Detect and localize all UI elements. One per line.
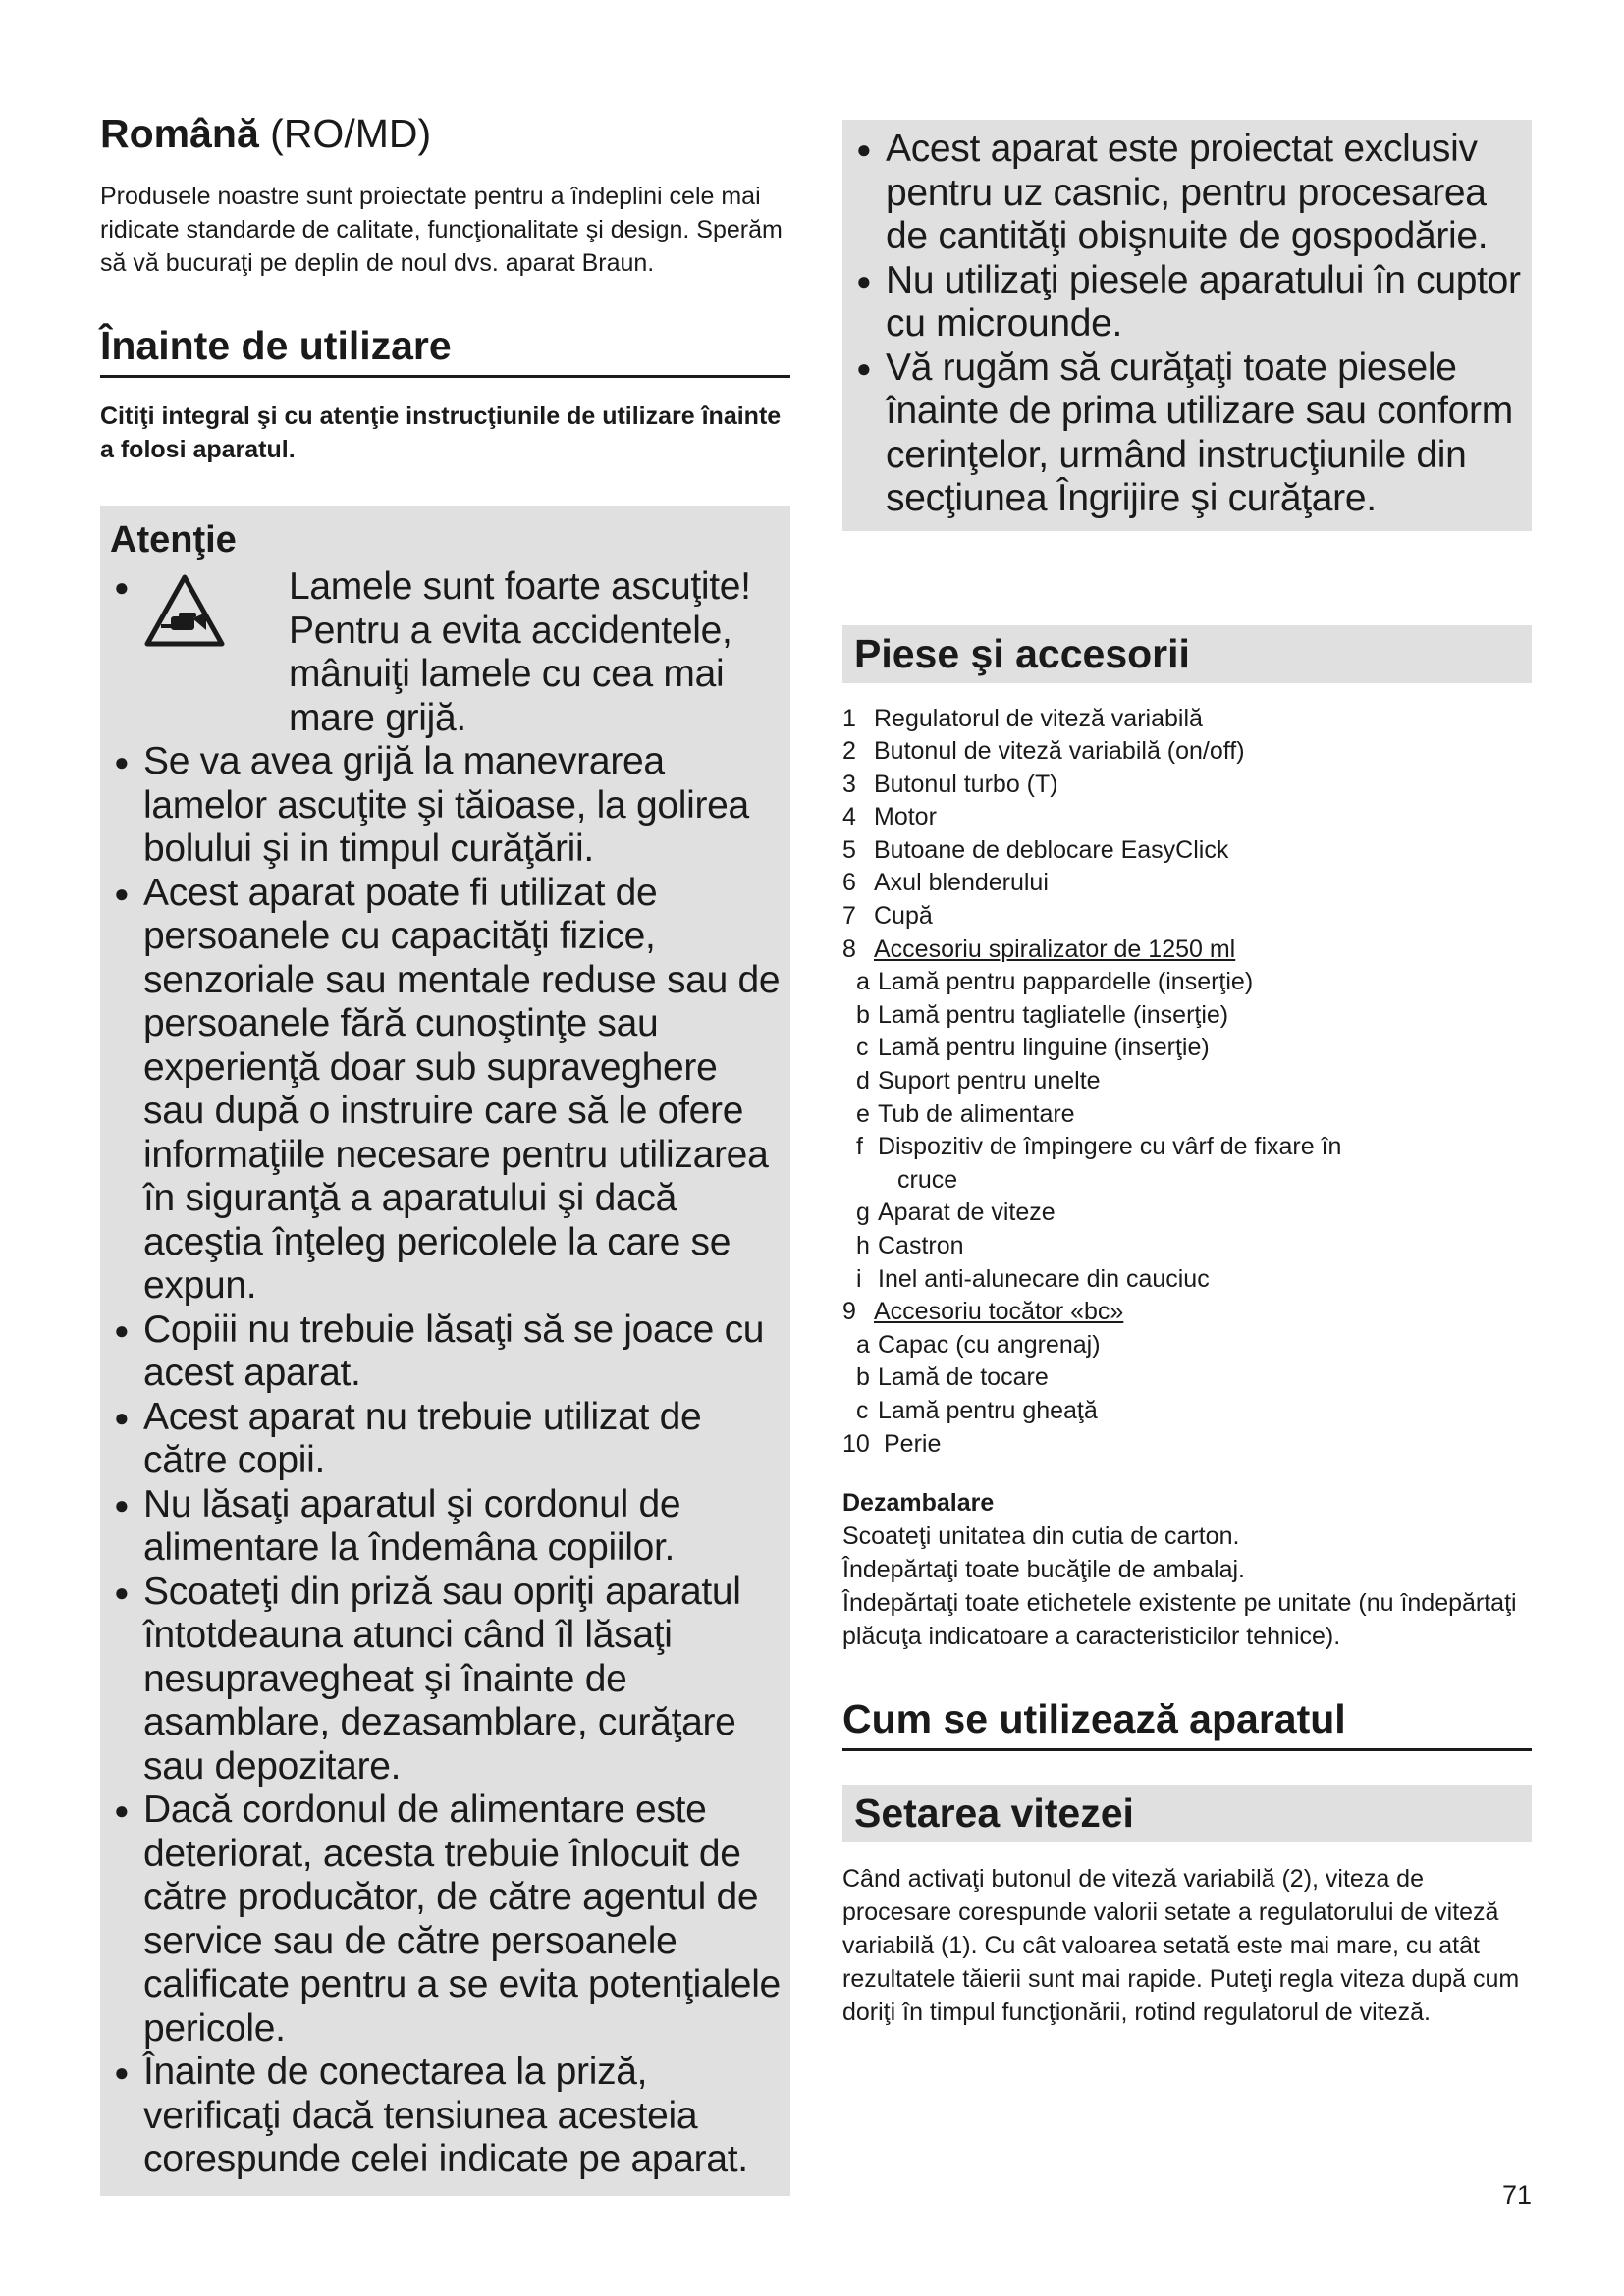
part-label: Butonul de viteză variabilă (on/off) (874, 737, 1245, 766)
part-subitem (842, 1032, 1532, 1065)
part-subitem (842, 1131, 1532, 1164)
parts-heading: Piese şi accesorii (842, 625, 1532, 683)
part-label: Lamă de tocare (878, 1363, 1049, 1392)
part-item (842, 703, 1532, 736)
part-number: 9 (842, 1298, 856, 1326)
part-item (842, 735, 1532, 769)
part-subitem-continued (842, 1164, 1532, 1198)
part-number: 4 (842, 803, 856, 831)
part-letter: c (856, 1034, 869, 1062)
unpacking-line: Scoateţi unitatea din cutia de carton. (842, 1522, 1240, 1551)
warning-item: ● Dacă cordonul de alimentare este deteriorat, acesta trebuie înlocuit de către producător, de către agentul de service sau de către persoanele calificate pentru a se evita potenţialele pericole. (108, 1789, 783, 2051)
warning-title: Atenţie (110, 519, 237, 561)
part-number: 3 (842, 770, 856, 798)
part-letter: h (856, 1232, 870, 1259)
part-label: Lamă pentru pappardelle (inserţie) (878, 968, 1254, 996)
part-subitem (842, 1098, 1532, 1132)
page-number: 71 (1501, 2180, 1532, 2210)
part-letter: a (856, 1330, 870, 1359)
part-label: Castron (878, 1232, 964, 1259)
warning-item: ● Nu lăsaţi aparatul şi cordonul de alimentare la îndemâna copiilor. (108, 1483, 783, 1571)
part-number: 10 (842, 1429, 870, 1458)
part-item (842, 801, 1532, 834)
part-letter: d (856, 1067, 870, 1095)
warning-item: ● Se va avea grijă la manevrarea lamelor ascuţite şi tăioase, la golirea bolului şi in timpul curăţării. (108, 740, 783, 872)
part-label: cruce (897, 1165, 958, 1194)
warning-box (100, 506, 790, 2196)
part-letter: a (856, 968, 870, 996)
part-label: Butonul turbo (T) (874, 770, 1058, 798)
warning-item: ● Scoateţi din priză sau opriţi aparatul întotdeauna atunci când îl lăsaţi nesupravegheat şi înainte de asamblare, dezasamblare, curăţare sau depozitare. (108, 1571, 783, 1789)
part-label: Inel anti-alunecare din cauciuc (878, 1264, 1210, 1293)
part-letter: f (856, 1133, 863, 1161)
left-column (100, 110, 790, 2196)
warning-item: ● Copiii nu trebuie lăsaţi să se joace cu acest aparat. (108, 1308, 783, 1396)
part-letter: b (856, 1000, 870, 1029)
warning-box-continued (842, 120, 1532, 531)
part-label: Lamă pentru gheaţă (878, 1396, 1098, 1424)
warning-item: ● Acest aparat poate fi utilizat de persoanele cu capacităţi fizice, senzoriale sau mentale reduse sau de persoanele fără cunoştinţe sau experienţă doar sub supraveghere sau după o instruire care să le ofere informaţiile necesare pentru utilizarea în siguranţă a aparatului şi dacă aceştia înţeleg pericolele la care se expun. (108, 872, 783, 1308)
part-letter: c (856, 1396, 869, 1424)
part-label: Butoane de deblocare EasyClick (874, 835, 1229, 864)
part-number: 2 (842, 737, 856, 766)
part-item (842, 867, 1532, 900)
bullet-icon: ● (114, 572, 130, 603)
part-subitem (842, 1395, 1532, 1428)
part-subitem (842, 1263, 1532, 1297)
part-label: Regulatorul de viteză variabilă (874, 704, 1203, 732)
part-label: Suport pentru unelte (878, 1067, 1101, 1095)
part-label: Accesoriu spiralizator de 1250 ml (874, 934, 1236, 963)
warning-item: ● Acest aparat nu trebuie utilizat de către copii. (108, 1396, 783, 1483)
part-item (842, 934, 1532, 967)
part-item (842, 900, 1532, 934)
hand-blade-warning-icon (143, 565, 289, 659)
before-use-note: Citiţi integral şi cu atenţie instrucţiunile de utilizare înainte a folosi aparatul. (100, 402, 782, 464)
part-subitem (842, 1230, 1532, 1263)
part-label: Cupă (874, 902, 933, 931)
part-subitem (842, 1065, 1532, 1098)
warning-item: ● Acest aparat este proiectat exclusiv pentru uz casnic, pentru procesarea de cantităţi obişnuite de gospodărie. (850, 128, 1524, 259)
right-column (842, 120, 1532, 2029)
language-code: (RO/MD) (270, 111, 432, 156)
warning-item: ● Înainte de conectarea la priză, verificaţi dacă tensiunea acesteia corespunde celei indicate pe aparat. (108, 2051, 783, 2182)
part-letter: i (856, 1264, 862, 1293)
unpacking-heading: Dezambalare (842, 1489, 995, 1518)
part-item (842, 1428, 1532, 1462)
warning-item (108, 565, 783, 740)
part-label: Accesoriu tocător «bc» (874, 1298, 1124, 1326)
part-letter: e (856, 1099, 870, 1128)
warning-item: ● Vă rugăm să curăţaţi toate piesele înainte de prima utilizare sau conform cerinţelor, urmând instrucţiunile din secţiunea Îngrijire şi curăţare. (850, 347, 1524, 521)
intro-text: Produsele noastre sunt proiectate pentru a îndeplini cele mai ridicate standarde de calitate, funcţionalitate şi design. Sperăm să vă bucuraţi pe deplin de noul dvs. aparat Braun. (100, 183, 783, 278)
warning-item: ● Nu utilizaţi piesele aparatului în cuptor cu microunde. (850, 259, 1524, 347)
warning-text: Lamele sunt foarte ascuţite! Pentru a evita accidentele, mânuiţi lamele cu cea mai mare grijă. (289, 565, 751, 739)
part-label: Tub de alimentare (878, 1099, 1075, 1128)
part-subitem (842, 1362, 1532, 1395)
before-use-heading: Înainte de utilizare (100, 323, 790, 378)
part-item (842, 769, 1532, 802)
part-label: Dispozitiv de împingere cu vârf de fixare în (878, 1133, 1342, 1161)
part-label: Lamă pentru tagliatelle (inserţie) (878, 1000, 1229, 1029)
part-number: 5 (842, 835, 856, 864)
part-number: 6 (842, 869, 856, 897)
part-subitem (842, 999, 1532, 1033)
unpacking-line: Îndepărtaţi toate bucăţile de ambalaj. (842, 1556, 1245, 1584)
part-label: Motor (874, 803, 937, 831)
language-title (100, 110, 790, 158)
part-item (842, 834, 1532, 868)
part-number: 1 (842, 704, 856, 732)
warning-list (108, 740, 783, 2182)
part-item (842, 1296, 1532, 1329)
speed-heading: Setarea vitezei (842, 1785, 1532, 1842)
unpacking-line: Îndepărtaţi toate etichetele existente pe unitate (nu îndepărtaţi plăcuţa indicatoare a caracteristicilor tehnice). (842, 1589, 1517, 1651)
part-letter: g (856, 1199, 870, 1227)
part-label: Aparat de viteze (878, 1199, 1056, 1227)
part-label: Perie (884, 1429, 942, 1458)
parts-list (842, 703, 1532, 1462)
speed-text: Când activaţi butonul de viteză variabilă (2), viteza de procesare corespunde valorii setate a regulatorului de viteză variabilă (1). Cu cât valoarea setată este mai mare, cu atât rezultatele tăierii sunt mai rapide. Puteţi regla viteza după cum doriţi în timpul funcţionării, rotind regulatorul de viteză. (842, 1865, 1520, 2027)
part-label: Capac (cu angrenaj) (878, 1330, 1101, 1359)
part-label: Axul blenderului (874, 869, 1049, 897)
part-letter: b (856, 1363, 870, 1392)
part-subitem (842, 1197, 1532, 1230)
part-number: 7 (842, 902, 856, 931)
part-subitem (842, 1329, 1532, 1362)
part-number: 8 (842, 934, 856, 963)
part-subitem (842, 966, 1532, 999)
warning-list-continued (850, 128, 1524, 521)
usage-heading: Cum se utilizează aparatul (842, 1696, 1532, 1751)
part-label: Lamă pentru linguine (inserţie) (878, 1034, 1210, 1062)
language-name: Română (100, 111, 259, 156)
